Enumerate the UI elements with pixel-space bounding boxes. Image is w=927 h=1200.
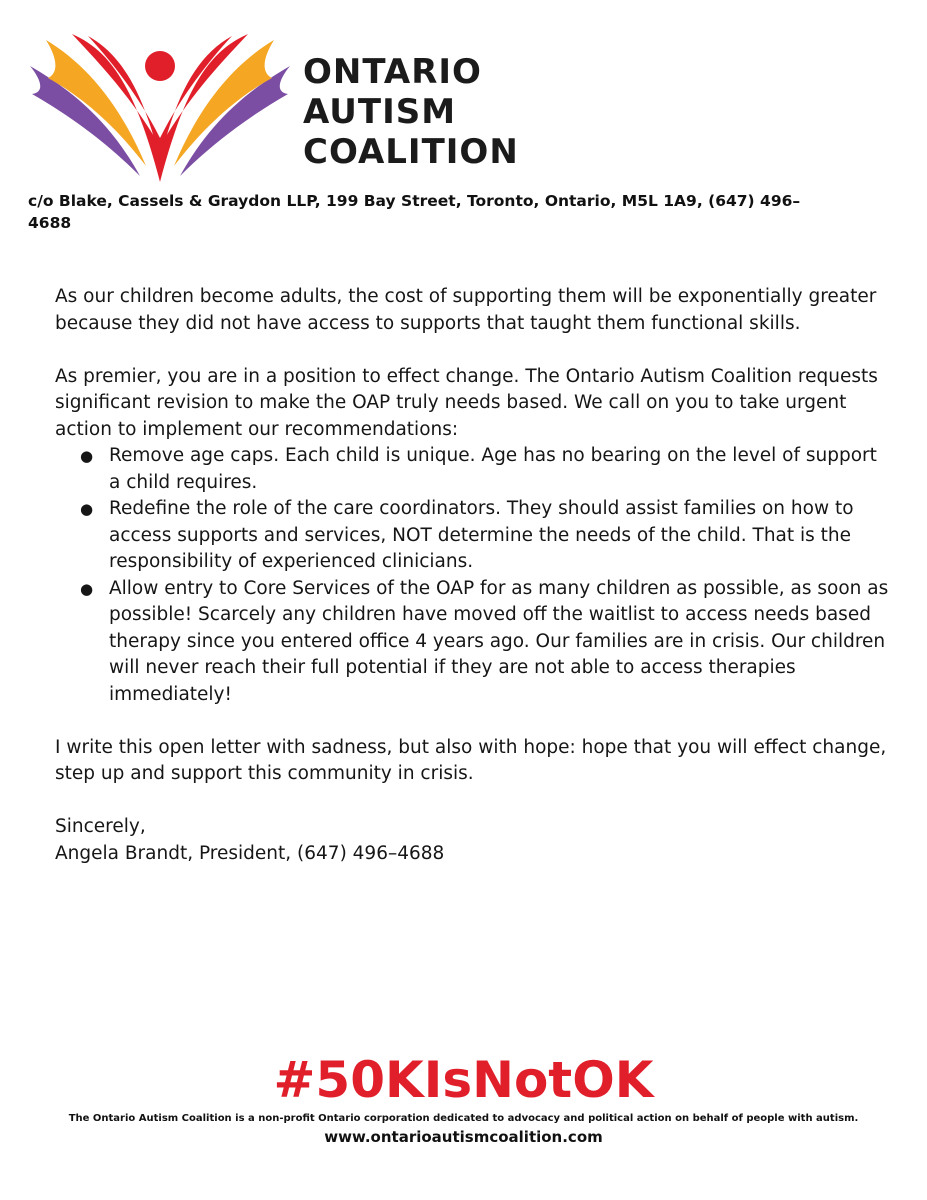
recommendation-text: Redefine the role of the care coordinators. They should assist families on how to access supports and services, NOT determine the needs of the child. That is the responsibility of experienced clinicians. bbox=[109, 498, 854, 572]
paragraph-3: I write this open letter with sadness, but also with hope: hope that you will effect change, step up and support this community in crisis. bbox=[55, 736, 887, 784]
website-link[interactable]: www.ontarioautismcoalition.com bbox=[324, 1128, 603, 1146]
recommendations-list bbox=[55, 443, 890, 708]
recommendation-text: Remove age caps. Each child is unique. Age has no bearing on the level of support a child requires. bbox=[109, 445, 877, 493]
paragraph-1: As our children become adults, the cost of supporting them will be exponentially greater because they did not have access to supports that taught them functional skills. bbox=[55, 286, 877, 334]
mailing-address: c/o Blake, Cassels & Graydon LLP, 199 Bay Street, Toronto, Ontario, M5L 1A9, (647) 496–4688 bbox=[28, 192, 801, 232]
bullet-icon: ● bbox=[80, 447, 94, 465]
letter-body bbox=[55, 284, 890, 867]
coalition-logo-icon bbox=[28, 26, 298, 184]
org-name-line: AUTISM bbox=[303, 92, 457, 132]
paragraph-2: As premier, you are in a position to effect change. The Ontario Autism Coalition requests significant revision to make the OAP truly needs based. We call on you to take urgent action to implement our recommendations: bbox=[55, 365, 878, 440]
list-item bbox=[80, 576, 890, 709]
campaign-hashtag: #50KIsNotOK bbox=[273, 1051, 654, 1109]
bullet-icon: ● bbox=[80, 500, 94, 518]
organization-name bbox=[303, 52, 519, 172]
closing: Sincerely, bbox=[55, 816, 146, 837]
list-item bbox=[80, 496, 890, 576]
org-name-line: COALITION bbox=[303, 132, 519, 172]
signature: Angela Brandt, President, (647) 496–4688 bbox=[55, 842, 445, 864]
recommendation-text: Allow entry to Core Services of the OAP for as many children as possible, as soon as possible! Scarcely any children have moved off the waitlist to access needs based therapy since you entered office 4 years ago. Our families are in crisis. Our children will never reach their full potential if they are not able to access therapies immediately! bbox=[109, 577, 889, 705]
bullet-icon: ● bbox=[80, 579, 94, 598]
footer-disclaimer: The Ontario Autism Coalition is a non-profit Ontario corporation dedicated to advocacy and political action on behalf of people with autism. bbox=[68, 1113, 859, 1124]
org-name-line: ONTARIO bbox=[303, 52, 482, 92]
list-item bbox=[80, 443, 890, 496]
